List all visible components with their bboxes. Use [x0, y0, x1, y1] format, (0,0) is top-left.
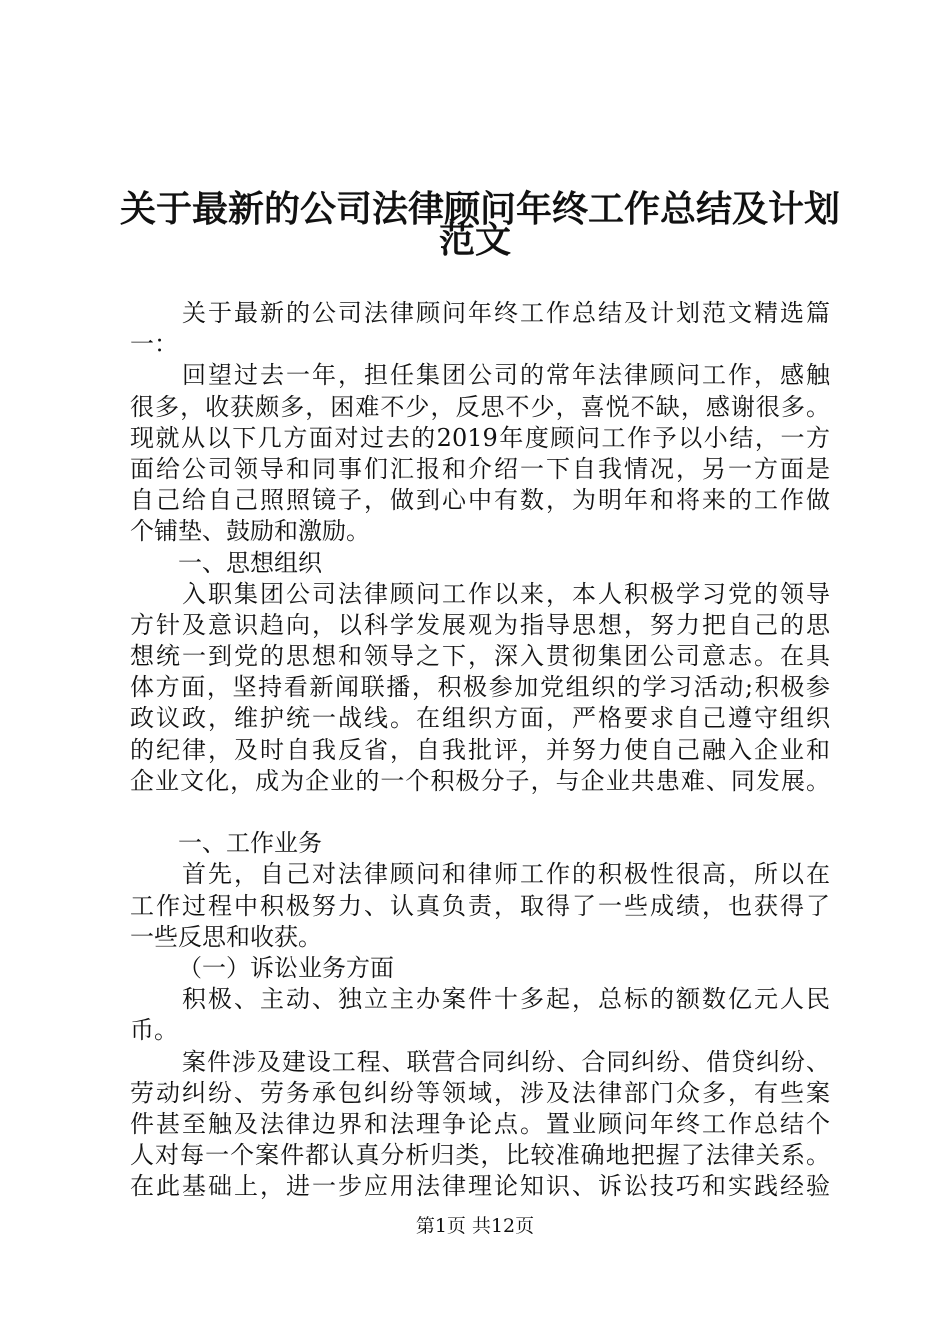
paragraph-line: 首先，自己对法律顾问和律师工作的积极性很高，所以在	[182, 860, 830, 889]
paragraph-line: 人对每一个案件都认真分析归类，比较准确地把握了法律关系。	[130, 1141, 830, 1170]
subsection-heading: （一）诉讼业务方面	[178, 953, 394, 982]
paragraph-line: 在此基础上，进一步应用法律理论知识、诉讼技巧和实践经验	[130, 1172, 830, 1201]
paragraph-line: 自己给自己照照镜子，做到心中有数，为明年和将来的工作做	[130, 486, 830, 515]
paragraph-line: 现就从以下几方面对过去的2019年度顾问工作予以小结，一方	[130, 423, 830, 452]
paragraph-line: 工作过程中积极努力、认真负责，取得了一些成绩，也获得了	[130, 891, 830, 920]
paragraph-line: 入职集团公司法律顾问工作以来，本人积极学习党的领导	[182, 579, 830, 608]
paragraph-line: 案件涉及建设工程、联营合同纠纷、合同纠纷、借贷纠纷、	[182, 1047, 830, 1076]
paragraph-line: 关于最新的公司法律顾问年终工作总结及计划范文精选篇	[182, 299, 830, 327]
document-title-line-1: 关于最新的公司法律顾问年终工作总结及计划	[120, 189, 841, 230]
paragraph-line: 的纪律，及时自我反省，自我批评，并努力使自己融入企业和	[130, 735, 830, 764]
paragraph-line: 件甚至触及法律边界和法理争论点。置业顾问年终工作总结个	[130, 1109, 830, 1138]
paragraph-line: 回望过去一年，担任集团公司的常年法律顾问工作，感触	[182, 361, 830, 390]
section-heading: 一、工作业务	[178, 829, 322, 858]
paragraph-line: 一：	[130, 330, 178, 359]
paragraph-line: 面给公司领导和同事们汇报和介绍一下自我情况，另一方面是	[130, 454, 830, 483]
paragraph-line: 政议政，维护统一战线。在组织方面，严格要求自己遵守组织	[130, 704, 830, 733]
blank-line	[130, 797, 830, 828]
paragraph-line: 很多，收获颇多，困难不少，反思不少，喜悦不缺，感谢很多。	[130, 392, 830, 421]
paragraph-line: 企业文化，成为企业的一个积极分子，与企业共患难、同发展。	[130, 766, 830, 795]
document-body	[130, 298, 830, 1202]
paragraph-line: 想统一到党的思想和领导之下，深入贯彻集团公司意志。在具	[130, 642, 830, 671]
paragraph-line: 劳动纠纷、劳务承包纠纷等领域，涉及法律部门众多，有些案	[130, 1078, 830, 1107]
paragraph-line: 个铺垫、鼓励和激励。	[130, 517, 370, 546]
section-heading: 一、思想组织	[178, 548, 322, 577]
paragraph-line: 积极、主动、独立主办案件十多起，总标的额数亿元人民	[182, 985, 830, 1014]
paragraph-line: 币。	[130, 1016, 178, 1045]
paragraph-line: 方针及意识趋向，以科学发展观为指导思想，努力把自己的思	[130, 610, 830, 639]
paragraph-line: 一些反思和收获。	[130, 922, 322, 951]
paragraph-line: 体方面，坚持看新闻联播，积极参加党组织的学习活动;积极参	[130, 673, 830, 702]
page-number-footer: 第1页 共12页	[415, 1215, 535, 1237]
document-title-line-2: 范文	[438, 220, 511, 261]
